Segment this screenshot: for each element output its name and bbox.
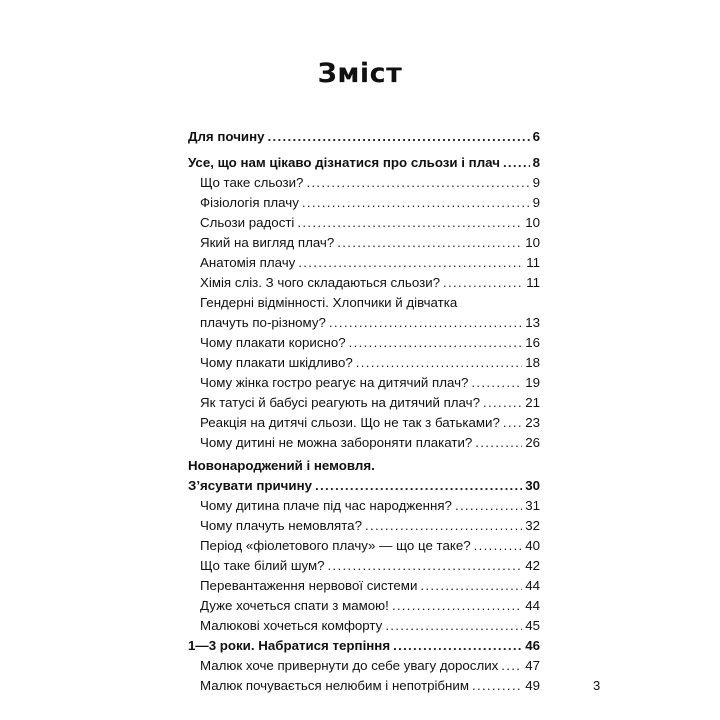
- toc-entry-title: Малюкові хочеться комфорту: [200, 618, 383, 633]
- toc-entry-title: Хімія сліз. З чого складаються сльози?: [200, 275, 441, 290]
- toc-entry-title: Чому плачуть немовлята?: [200, 518, 362, 533]
- toc-entry-page: 45: [525, 618, 540, 633]
- toc-entry-page: 11: [526, 255, 540, 270]
- toc-entry-title: Реакція на дитячі сльози. Що не так з батьками?: [200, 415, 500, 430]
- toc-entry-page: 47: [525, 658, 540, 673]
- toc-dot-leader: [503, 415, 522, 431]
- toc-entry: [0, 435, 720, 451]
- toc-entry-title: Що таке білий шум?: [200, 558, 325, 573]
- toc-entry: [0, 538, 720, 554]
- toc-dot-leader: [356, 355, 522, 371]
- toc-entry-title: Чому плакати корисно?: [200, 335, 346, 350]
- toc-entry-title: Малюк почувається нелюбим і непотрібним: [200, 678, 469, 693]
- toc-entry-title: Чому жінка гостро реагує на дитячий плач?: [200, 375, 469, 390]
- toc-entry-page: 44: [525, 578, 540, 593]
- toc-dot-leader: [443, 275, 523, 291]
- toc-entry: [0, 235, 720, 251]
- toc-entry-page: 6: [532, 129, 540, 144]
- toc-entry-page: 10: [525, 235, 540, 250]
- toc-dot-leader: [297, 215, 522, 231]
- toc-dot-leader: [392, 598, 522, 614]
- toc-entry-title: Чому дитина плаче під час народження?: [200, 498, 452, 513]
- toc-entry: [0, 255, 720, 271]
- toc-entry-title: Чому дитині не можна забороняти плакати?: [200, 435, 473, 450]
- toc-entry-page: 46: [525, 638, 540, 653]
- toc-entry-title: Сльози радості: [200, 215, 295, 230]
- toc-dot-leader: [501, 658, 522, 674]
- page-number: 3: [593, 678, 601, 693]
- toc-entry: [0, 355, 720, 371]
- toc-entry-title: 1—3 роки. Набратися терпіння: [188, 638, 391, 653]
- toc-entry-page: 9: [532, 195, 540, 210]
- toc-entry: [0, 558, 720, 574]
- toc-entry: [0, 618, 720, 634]
- toc-entry: [0, 295, 720, 311]
- toc-entry-page: 8: [532, 155, 540, 170]
- toc-dot-leader: [385, 618, 522, 634]
- toc-entry-title: Чому плакати шкідливо?: [200, 355, 353, 370]
- toc-dot-leader: [393, 638, 522, 654]
- toc-entry-title: Фізіологія плачу: [200, 195, 299, 210]
- toc-entry: [0, 518, 720, 534]
- toc-dot-leader: [455, 498, 522, 514]
- toc-entry-page: 32: [525, 518, 540, 533]
- toc-entry-title: Гендерні відмінності. Хлопчики й дівчатка: [200, 295, 458, 310]
- toc-dot-leader: [472, 678, 522, 694]
- toc-entry: [0, 215, 720, 231]
- toc-dot-leader: [315, 478, 522, 494]
- toc-entry-page: 18: [525, 355, 540, 370]
- toc-entry: [0, 175, 720, 191]
- toc-entry-title: Усе, що нам цікаво дізнатися про сльози і плач: [188, 155, 500, 170]
- toc-dot-leader: [475, 435, 522, 451]
- toc-section-entry: [0, 478, 720, 494]
- toc-dot-leader: [337, 235, 522, 251]
- toc-entry: [0, 598, 720, 614]
- toc-dot-leader: [306, 175, 529, 191]
- toc-entry-page: 19: [525, 375, 540, 390]
- toc-entry-title: Перевантаження нервової системи: [200, 578, 418, 593]
- toc-entry-title: Анатомія плачу: [200, 255, 296, 270]
- toc-entry: [0, 498, 720, 514]
- toc-dot-leader: [483, 395, 522, 411]
- toc-entry: [0, 315, 720, 331]
- toc-section-entry: [0, 155, 720, 171]
- toc-entry-title: Період «фіолетового плачу» — що це таке?: [200, 538, 471, 553]
- toc-entry: [0, 195, 720, 211]
- toc-dot-leader: [503, 155, 530, 171]
- toc-entry: [0, 578, 720, 594]
- toc-entry-title: Що таке сльози?: [200, 175, 304, 190]
- toc-entry-page: 26: [525, 435, 540, 450]
- toc-entry-page: 10: [525, 215, 540, 230]
- toc-entry-page: 16: [525, 335, 540, 350]
- toc-dot-leader: [365, 518, 522, 534]
- toc-dot-leader: [474, 538, 523, 554]
- toc-entry: [0, 658, 720, 674]
- toc-entry-page: 13: [525, 315, 540, 330]
- page-title: Зміст: [317, 58, 403, 89]
- toc-dot-leader: [329, 315, 522, 331]
- toc-dot-leader: [328, 558, 523, 574]
- toc-entry: [0, 678, 720, 694]
- toc-entry-page: 23: [525, 415, 540, 430]
- toc-entry-title: Малюк хоче привернути до себе увагу дорослих: [200, 658, 499, 673]
- toc-entry-page: 11: [526, 275, 540, 290]
- toc-dot-leader: [349, 335, 523, 351]
- toc-entry-page: 42: [525, 558, 540, 573]
- toc-entry-page: 44: [525, 598, 540, 613]
- toc-entry: [0, 275, 720, 291]
- toc-entry-title: плачуть по-різному?: [200, 315, 326, 330]
- toc-entry-title: Дуже хочеться спати з мамою!: [200, 598, 389, 613]
- toc-entry: [0, 415, 720, 431]
- toc-entry-page: 21: [525, 395, 540, 410]
- toc-entry-title: Який на вигляд плач?: [200, 235, 335, 250]
- toc-entry: [0, 375, 720, 391]
- toc-dot-leader: [268, 129, 530, 145]
- toc-entry: [0, 395, 720, 411]
- toc-entry-page: 40: [525, 538, 540, 553]
- toc-entry-page: 9: [532, 175, 540, 190]
- toc-dot-leader: [420, 578, 522, 594]
- toc-section-entry: [0, 458, 720, 474]
- toc-dot-leader: [471, 375, 522, 391]
- toc-entry-title: Як татусі й бабусі реагують на дитячий плач?: [200, 395, 480, 410]
- toc-entry-title: Новонароджений і немовля.: [188, 458, 375, 473]
- toc-entry-page: 30: [525, 478, 540, 493]
- toc-dot-leader: [302, 195, 530, 211]
- toc-entry-title: Для почину: [188, 129, 265, 144]
- toc-section-entry: [0, 129, 720, 145]
- toc-dot-leader: [298, 255, 523, 271]
- toc-entry-page: 49: [525, 678, 540, 693]
- toc-entry-title: З’ясувати причину: [188, 478, 312, 493]
- toc-entry-page: 31: [525, 498, 540, 513]
- toc-entry: [0, 335, 720, 351]
- toc-section-entry: [0, 638, 720, 654]
